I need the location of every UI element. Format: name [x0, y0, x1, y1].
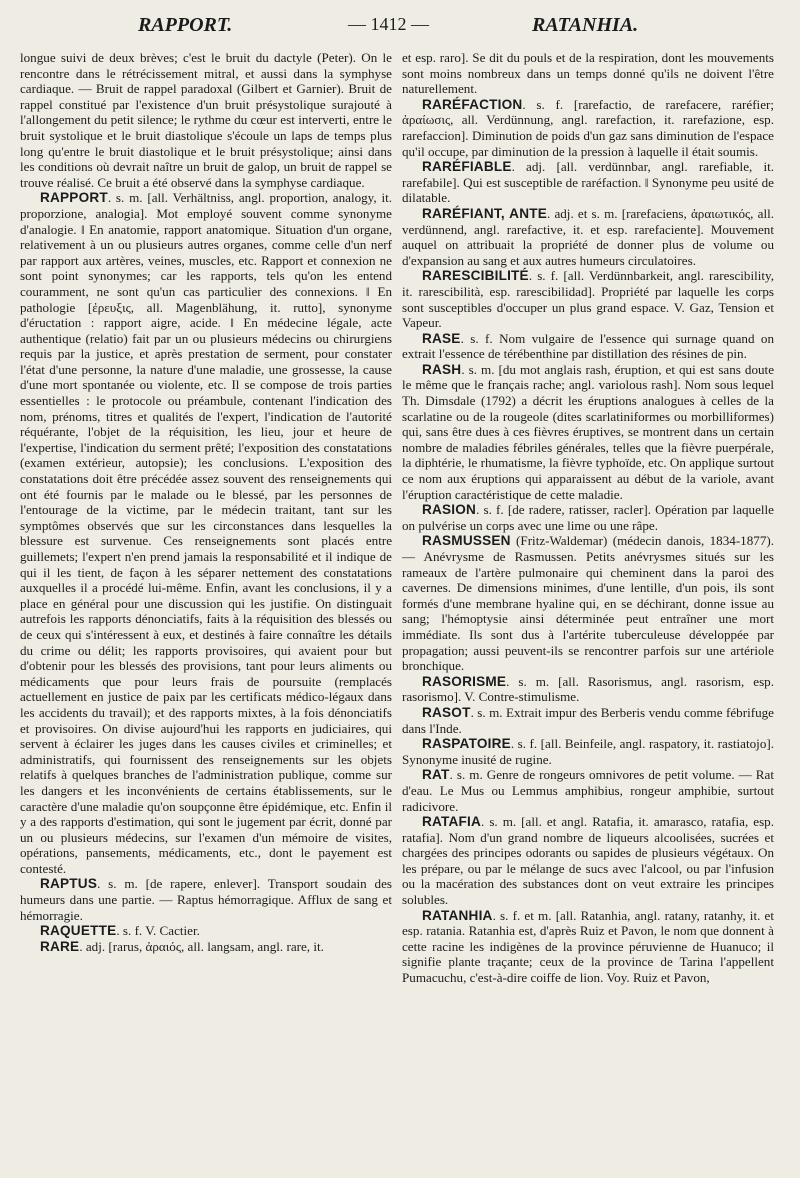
- entry-headword: RASMUSSEN: [422, 533, 511, 549]
- entry-text: . s. m. Extrait impur des Berberis vendu comme fébrifuge dans l'Inde.: [402, 704, 774, 736]
- entry-headword: RATAFIA: [422, 814, 482, 830]
- dictionary-entry: [402, 268, 774, 330]
- dictionary-entry: [402, 814, 774, 908]
- entry-text: . s. f. [rarefactio, de rarefacere, raréfier; ἀραίωσις, all. Verdünnung, angl. rarefaction, it. rarefazione, esp. rarefaccion]. Diminution de poids d'un gaz sans diminution de l'espace qu'il occupe, par diminution de la pression à laquelle il était soumis.: [402, 96, 774, 159]
- entry-text: . s. f. et m. [all. Ratanhia, angl. ratany, ratanhy, it. et esp. ratania. Ratanhia est, d'après Ruiz et Pavon, le nom que donnent à cette racine les indigènes de la province péruvienne de Huanuco; il signifie plante traçante; ceux de la province de Tarina l'appellent Pumacuchu, c'est-à-dire coiffe de lion. Voy. Ruiz et Pavon,: [402, 907, 774, 986]
- entry-text: . adj. [rarus, ἀραιός, all. langsam, angl. rare, it.: [79, 938, 324, 954]
- entry-text: . s. f. [de radere, ratisser, racler]. Opération par laquelle on pulvérise un corps avec une lime ou une râpe.: [402, 502, 774, 533]
- dictionary-entry: [20, 190, 392, 876]
- entry-headword: RAPTUS: [40, 876, 98, 892]
- entry-text: . s. f. Nom vulgaire de l'essence qui surnage quand on extrait l'essence de térébenthine par distillation des résines de pin.: [402, 330, 774, 362]
- entry-text: . s. m. [all. Rasorismus, angl. rasorism, esp. rasorismo]. V. Contre-stimulisme.: [402, 673, 774, 705]
- entry-headword: RARE: [40, 938, 80, 954]
- entry-text: . adj. [all. verdünnbar, angl. rarefiable, it. rarefabile]. Qui est susceptible de raréfaction. ‖ Synonyme peu usité de dilatable.: [402, 159, 774, 206]
- entry-headword: RARÉFIANT, ANTE: [422, 205, 547, 221]
- dictionary-entry: [20, 876, 392, 923]
- continued-paragraph: [402, 50, 774, 97]
- header-left-word: RAPPORT.: [138, 14, 233, 36]
- continued-paragraph: [20, 50, 392, 190]
- dictionary-entry: [402, 736, 774, 767]
- entry-text: et esp. raro]. Se dit du pouls et de la respiration, dont les mouvements sont moins nombreux dans un temps donné qu'ils ne doivent l'être naturellement.: [402, 50, 774, 97]
- left-column: [20, 50, 392, 954]
- entry-headword: RASOT: [422, 704, 471, 720]
- entry-headword: RARÉFACTION: [422, 96, 523, 112]
- dictionary-entry: [402, 362, 774, 502]
- entry-headword: RAQUETTE: [40, 923, 117, 939]
- entry-headword: RATANHIA: [422, 907, 493, 923]
- dictionary-entry: [402, 767, 774, 814]
- dictionary-entry: [402, 533, 774, 673]
- dictionary-entry: [402, 97, 774, 159]
- entry-text: . adj. et s. m. [rarefaciens, ἀραιωτικός, all. verdünnend, angl. rarefactive, it. et esp. rarefaciente]. Mouvement auquel on attribuait la propriété de donner plus de volume ou d'expansion au sang et aux autres humeurs circulatoires.: [402, 205, 774, 268]
- entry-headword: RAT: [422, 767, 450, 783]
- entry-text: . s. m. [all. et angl. Ratafia, it. amarasco, ratafia, esp. ratafia]. Nom d'un grand nombre de liqueurs alcoolisées, sucrées et chargées des principes odorants ou sapides de plusieurs végétaux. On les prépare, ou par le mélange de sucs avec l'alcool, ou par l'infusion ou la macération des substances dont on veut extraire les principes solubles.: [402, 814, 774, 908]
- entry-headword: RASION: [422, 502, 477, 518]
- dictionary-entry: [20, 939, 392, 955]
- entry-text: . s. f. [all. Beinfeile, angl. raspatory, it. rastiatojo]. Synonyme inusité de rugine.: [402, 736, 774, 767]
- page-header: [0, 14, 800, 44]
- dictionary-entry: [402, 502, 774, 533]
- page-number: — 1412 —: [348, 14, 429, 34]
- dictionary-entry: [402, 159, 774, 206]
- dictionary-entry: [20, 923, 392, 939]
- entry-headword: RASH: [422, 361, 462, 377]
- entry-text: . s. f. [all. Verdünnbarkeit, angl. rarescibility, it. rarescibilità, esp. rarescibilidad]. Propriété par laquelle les corps sont susceptibles d'occuper un plus grand espace. V. Gaz, Tension et Vapeur.: [402, 268, 774, 331]
- entry-text: . s. m. [de rapere, enlever]. Transport soudain des humeurs dans une partie. — Raptus hémorragique. Afflux de sang et hémorragie.: [20, 876, 392, 923]
- dictionary-entry: [402, 705, 774, 736]
- dictionary-entry: [402, 206, 774, 268]
- entry-headword: RASPATOIRE: [422, 736, 511, 752]
- dictionary-entry: [402, 674, 774, 705]
- dictionary-entry: [402, 331, 774, 362]
- entry-text: (Fritz-Waldemar) (médecin danois, 1834-1877). — Anévrysme de Rasmussen. Petits anévrysmes situés sur les rameaux de l'artère pulmonaire qui cheminent dans la paroi des cavernes. De dimensions minimes, d'une lentille, d'un pois, ils sont formés d'une membrane hyaline qui, en se déchirant, donne issue au sang; l'hémoptysie ainsi déterminée peut entraîner une mort immédiate. Ils sont dus à l'artérite tuberculeuse développée par propagation; aussi peuvent-ils se rencontrer parfois sur une artériole bronchique.: [402, 533, 774, 674]
- dictionary-entry: [402, 908, 774, 986]
- entry-headword: RAPPORT: [40, 190, 108, 206]
- entry-headword: RASORISME: [422, 673, 507, 689]
- entry-headword: RARESCIBILITÉ: [422, 268, 529, 284]
- entry-text: . s. m. Genre de rongeurs omnivores de petit volume. — Rat d'eau. Le Mus ou Lemmus amphibius, rongeur amphibie, surtout radicivore.: [402, 767, 774, 814]
- header-right-word: RATANHIA.: [532, 14, 639, 36]
- entry-text: . s. m. [du mot anglais rash, éruption, et qui est sans doute le même que le français rache; angl. variolous rash]. Nom sous lequel Th. Dimsdale (1792) a décrit les éruptions analogues à celles de la scarlatine ou de la rougeole (dites scarlatiniformes ou morbilliformes) qui, sans être dues à ces fièvres éruptives, se montrent dans un certain nombre de maladies fébriles générales, telles que la fièvre puerpérale, la diphtérie, le rhumatisme, la fièvre typhoïde, etc. On applique surtout ce nom aux éruptions qui apparaissent au début de la variole, avant l'éruption caractéristique de cette maladie.: [402, 361, 774, 502]
- entry-text: . s. m. [all. Verhältniss, angl. proportion, analogy, it. proporzione, analogia]. Mot employé souvent comme synonyme d'analogie. ‖ En anatomie, rapport anatomique. Situation d'un organe, relativement à un ou plusieurs autres organes, comme celle d'un nerf par rapport aux artères, veines, muscles, etc. Rapport et connexion ne sont point synonymes; car les rapports, tels qu'on les entend couramment, ne sont qu'un cas particulier des connexions. ‖ En pathologie [ἐρευξις, all. Magenblähung, it. rutto], synonyme d'éructation : rapport aigre, acide. ‖ En médecine légale, acte authentique (relatio) fait par un ou plusieurs médecins ou chirurgiens requis par la justice, et après prestation de serment, pour constater l'état d'une personne, la nature d'une maladie, une grossesse, la cause d'une mort spontanée ou violente, etc. Il se compose de trois parties essentielles : le protocole ou préambule, contenant l'indication des nom, prénoms, titres et qualités de l'expert, l'indication de l'autorité réquérante, l'objet de la réquisition, les lieu, jour et heure de l'expertise, l'indication du serment prêté; l'exposition des constatations (examen extérieur, autopsie); les conclusions. L'exposition des constatations doit être précédée assez souvent des renseignements qui ont été fournis par le malade ou le blessé, par les personnes de l'entourage de la victime, par le médecin traitant, tant sur les symptômes observés que sur les circonstances dans lesquelles la blessure est survenue. Ces renseignements sont placés entre guillemets; l'expert n'en prend jamais la responsabilité et il indique de qui il les tient, de façon à les séparer nettement des constatations auxquelles il a procédé lui-même. Enfin, avant les conclusions, il y a place en général pour une discussion qui les justifie. On distinguait autrefois les rapports dénonciatifs, faits à la réquisition des blessés ou de ceux qui s'intéressent à eux, et destinés à faire connaître les détails du crime ou délit; les rapports provisoires, qui avaient pour but d'obtenir pour les blessés des provisions, tant pour leurs aliments ou médicaments que pour leurs frais de poursuite (remplacés actuellement en justice de paix par les certificats médico-légaux dans les accidents du travail); et des rapports mixtes, à la fois dénonciatifs et provisoires. On divise aujourd'hui les rapports en judiciaires, qui servent à éclairer les juges dans les causes civiles et criminelles; et administratifs, qui fournissent des renseignements sur les objets relatifs à quelques branches de l'administration publique, comme sur les dangers et les inconvénients de certains établissements, sur le caractère d'une maladie qu'on soupçonne être épidémique, etc. Enfin il y a des rapports d'estimation, qui sont le jugement par écrit, donné par un ou plusieurs médecins, sur l'examen d'un mémoire de visites, opérations, pansements, médicaments, etc., dont le payement est contesté.: [20, 190, 392, 876]
- entry-text: longue suivi de deux brèves; c'est le bruit du dactyle (Peter). On le rencontre dans le rétrécissement mitral, et aussi dans la symphyse cardiaque. — Bruit de rappel paradoxal (Gilbert et Garnier). Bruit de rappel constitué par l'existence d'un bruit présystolique surajouté à l'allongement du petit silence; le rythme du cœur est interverti, entre le bruit systolique et le bruit diastolique s'écoule un laps de temps plus long qu'entre le bruit diastolique et le bruit présystolique; ainsi dans les conditions où devrait naître un bruit de galop, un bruit de rappel se trouve réalisé. Ce bruit a été observé dans la symphyse cardiaque.: [20, 50, 392, 190]
- entry-headword: RASE: [422, 330, 461, 346]
- entry-headword: RARÉFIABLE: [422, 159, 512, 175]
- entry-text: . s. f. V. Cactier.: [116, 923, 200, 939]
- right-column: [402, 50, 774, 986]
